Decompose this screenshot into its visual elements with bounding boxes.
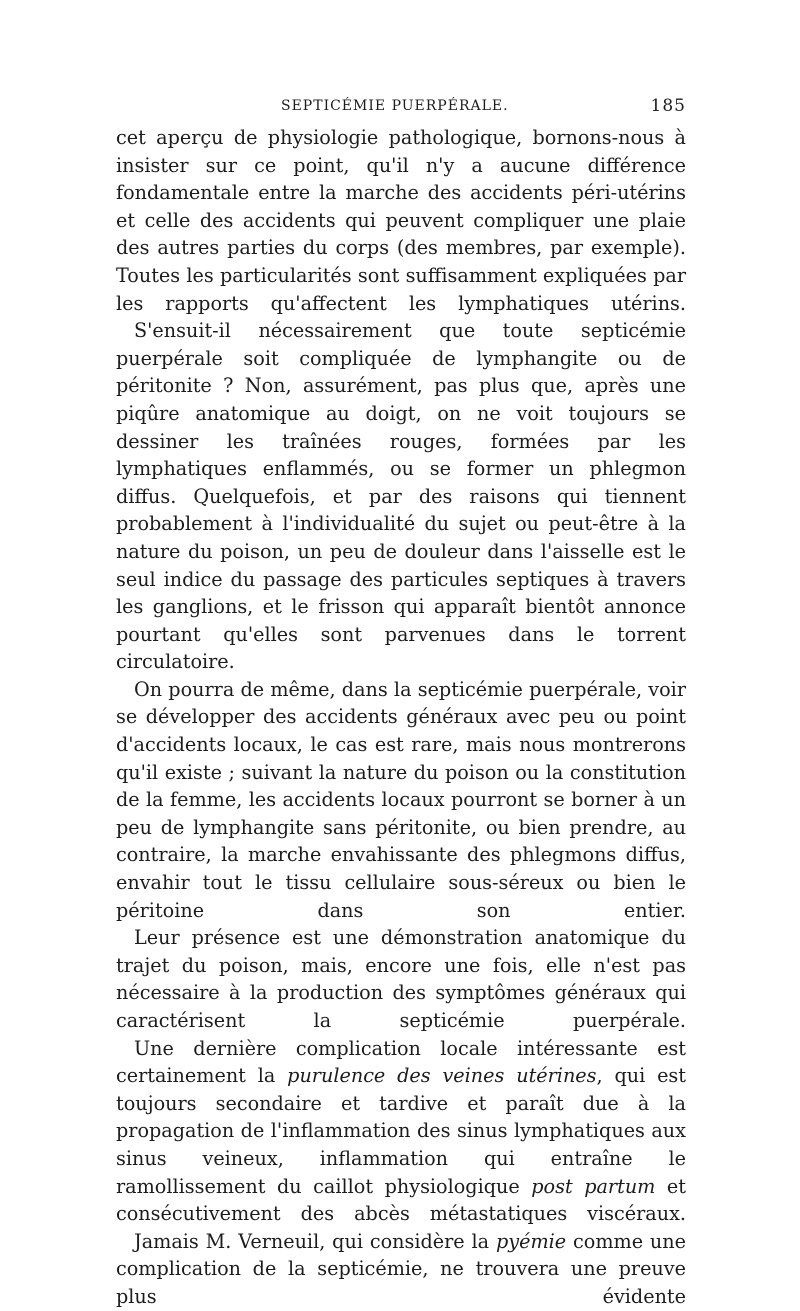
paragraph-5 [116, 1035, 686, 1228]
paragraph-6 [116, 1228, 686, 1311]
paragraph-5-italic-a: purulence des veines utérines [287, 1064, 597, 1088]
paragraph-5-text-c: et consécutivement des abcès métastatiques viscéraux. [116, 1174, 686, 1226]
paragraph-5-text-a: Une dernière complication locale intéressante est certainement la [116, 1036, 686, 1088]
paragraph-6-italic: pyémie [495, 1229, 567, 1253]
body-text [116, 124, 686, 1311]
paragraph-6-text-b: comme une complication de la septicémie, ne trouvera une preuve plus évidente [116, 1229, 687, 1308]
running-head [116, 96, 686, 122]
paragraph-1: cet aperçu de physiologie pathologique, bornons-nous à insister sur ce point, qu'il n'y a aucune différence fondamentale entre la marche des accidents péri-utérins et celle des accidents qui peuvent compliquer une plaie des autres parties du corps (des membres, par exemple). Toutes les particularités sont suffisamment expliquées par les rapports qu'affectent les lymphatiques utérins. [116, 126, 686, 315]
paragraph-2: S'ensuit-il nécessairement que toute septicémie puerpérale soit compliquée de lymphangite ou de péritonite ? Non, assurément, pas plus que, après une piqûre anatomique au doigt, on ne voit toujours se dessiner les traînées rouges, formées par les lymphatiques enflammés, ou se former un phlegmon diffus. Quelquefois, et par des raisons qui tiennent probablement à l'individualité du sujet ou peut-être à la nature du poison, un peu de douleur dans l'aisselle est le seul indice du passage des particules septiques à travers les ganglions, et le frisson qui apparaît bientôt annonce pourtant qu'elles sont parvenues dans le torrent circulatoire. [116, 319, 686, 674]
paragraph-4: Leur présence est une démonstration anatomique du trajet du poison, mais, encore une fois, elle n'est pas nécessaire à la production des symptômes généraux qui caractérisent la septicémie puerpérale. [116, 926, 686, 1032]
page-number: 185 [650, 96, 686, 116]
paragraph-5-text-b: , qui est toujours secondaire et tardive et paraît due à la propagation de l'inflammation des sinus lymphatiques aux sinus veineux, inflammation qui entraîne le ramollissement du caillot physiologique [116, 1064, 686, 1198]
paragraph-3: On pourra de même, dans la septicémie puerpérale, voir se développer des accidents généraux avec peu ou point d'accidents locaux, le cas est rare, mais nous montrerons qu'il existe ; suivant la nature du poison ou la constitution de la femme, les accidents locaux pourront se borner à un peu de lymphangite sans péritonite, ou bien prendre, au contraire, la marche envahissante des phlegmons diffus, envahir tout le tissu cellulaire sous-séreux ou bien le péritoine dans son entier. [116, 677, 686, 922]
paragraph-5-italic-b: post partum [531, 1174, 656, 1198]
running-title: SEPTICÉMIE PUERPÉRALE. [281, 98, 509, 114]
book-page [116, 96, 686, 1311]
paragraph-6-text-a: Jamais M. Verneuil, qui considère la [134, 1229, 496, 1253]
